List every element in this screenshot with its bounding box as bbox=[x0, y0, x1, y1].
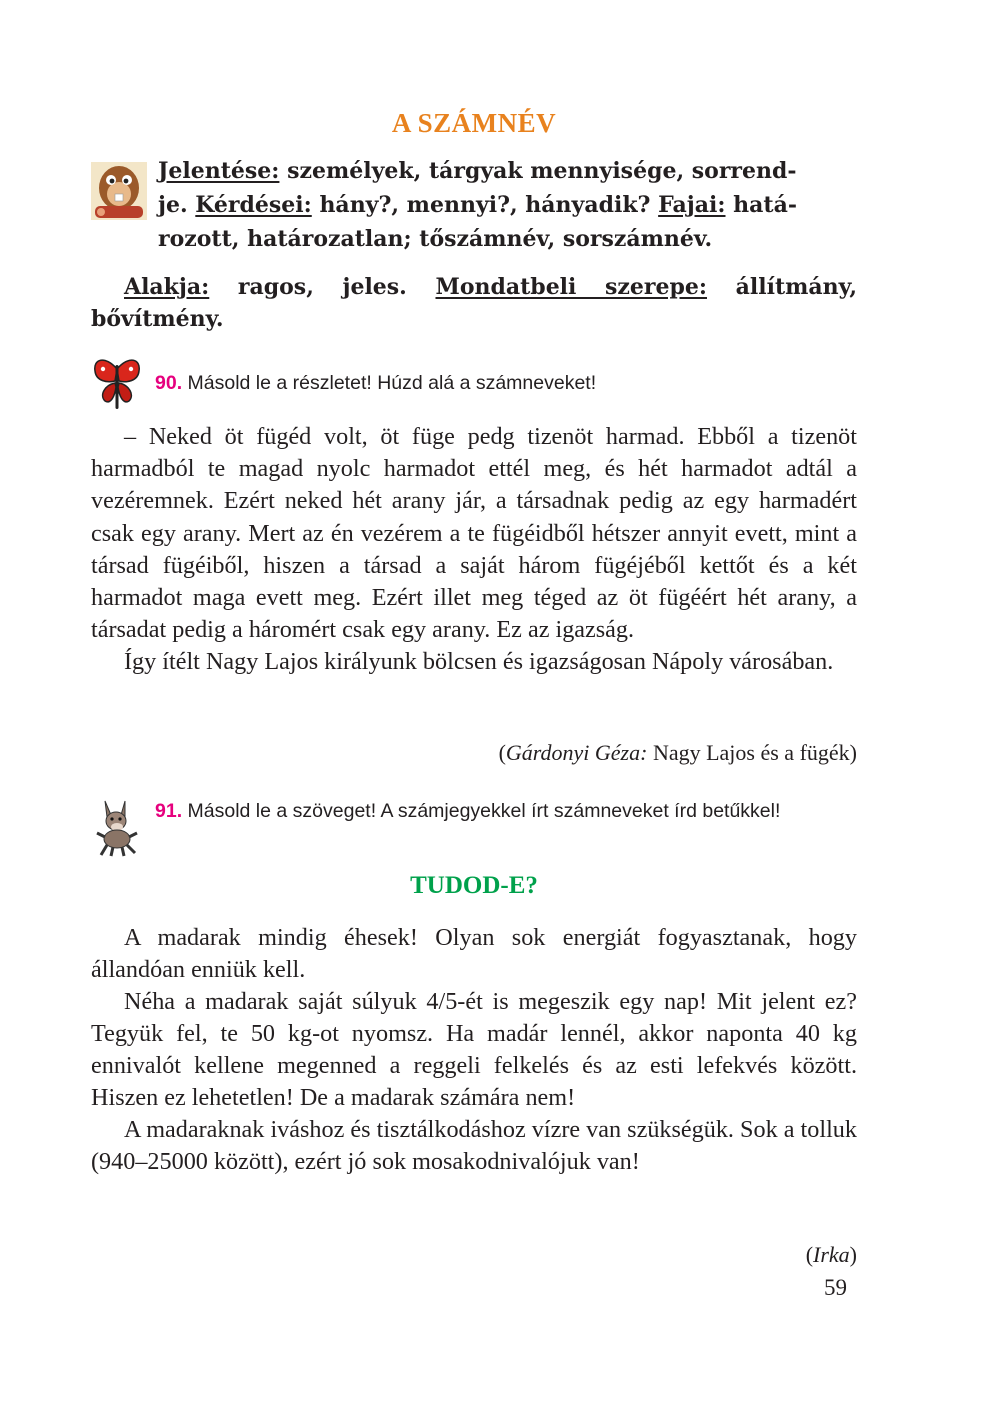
types-text-start: hatá- bbox=[733, 192, 797, 218]
source-title: Nagy Lajos és a fügék bbox=[652, 740, 850, 765]
source-author: Gárdonyi Géza: bbox=[505, 740, 648, 765]
page-title: A SZÁMNÉV bbox=[391, 108, 557, 138]
task-90 bbox=[91, 369, 857, 397]
task-number: 90. bbox=[155, 372, 183, 394]
rule-definition bbox=[158, 154, 857, 256]
fact-paragraph: A madaraknak iváshoz és tisztálkodáshoz vízre van szükségük. Sok a tolluk (940–25000 között), ezért jó sok mosakodnivalójuk van! bbox=[91, 1116, 857, 1175]
beaver-icon bbox=[91, 162, 147, 220]
literary-excerpt bbox=[91, 421, 857, 679]
rule-form-role bbox=[91, 271, 857, 335]
meaning-label: Jelentése: bbox=[158, 158, 280, 184]
facts-source: (Irka) bbox=[805, 1242, 857, 1267]
excerpt-paragraph: Így ítélt Nagy Lajos királyunk bölcsen és igazságosan Nápoly városában. bbox=[124, 648, 834, 676]
fact-paragraph: Néha a madarak saját súlyuk 4/5-ét is megeszik egy nap! Mit jelent ez? Tegyük fel, te 50 kg-ot nyomsz. Ha madár lennél, akkor naponta 40 kg ennivalót kellene megenned a reggeli felkelés és az esti lefekvés között. Hiszen ez lehetetlen! De a madarak számára nem! bbox=[91, 988, 857, 1111]
task-number: 91. bbox=[155, 800, 183, 822]
donkey-icon bbox=[91, 797, 145, 857]
types-text: rozott, határozatlan; tőszámnév, sorszámnév. bbox=[158, 226, 713, 252]
meaning-text: személyek, tárgyak mennyisége, sorrend- bbox=[287, 158, 797, 184]
types-label: Fajai: bbox=[658, 192, 726, 218]
task-instruction: Másold le a szöveget! A számjegyekkel írt számneveket írd betűkkel! bbox=[187, 800, 781, 822]
facts-source-name: Irka bbox=[813, 1242, 850, 1267]
form-label: Alakja: bbox=[124, 274, 210, 300]
questions-text: hány?, mennyi?, hányadik? bbox=[319, 192, 651, 218]
butterfly-icon bbox=[91, 355, 143, 411]
fact-paragraph: A madarak mindig éhesek! Olyan sok energiát fogyasztanak, hogy állandóan enniük kell. bbox=[91, 924, 857, 983]
role-text: állítmány, bővítmény. bbox=[91, 274, 857, 332]
page-number: 59 bbox=[824, 1275, 847, 1300]
form-text: ragos, jeles. bbox=[237, 274, 407, 300]
textbook-page bbox=[91, 0, 857, 1417]
meaning-text-end: je. bbox=[158, 192, 188, 218]
did-you-know-text bbox=[91, 922, 857, 1178]
did-you-know-title: TUDOD-E? bbox=[410, 872, 538, 899]
excerpt-source: (Gárdonyi Géza: Nagy Lajos és a fügék) bbox=[498, 740, 857, 765]
questions-label: Kérdései: bbox=[195, 192, 312, 218]
task-91 bbox=[91, 797, 857, 825]
task-instruction: Másold le a részletet! Húzd alá a számneveket! bbox=[187, 372, 597, 394]
excerpt-paragraph: – Neked öt fügéd volt, öt füge pedg tizenöt harmad. Ebből a tizenöt harmadból te magad nyolc harmadot ettél meg, és hét harmadot adtál a vezéremnek. Ezért neked hét arany jár, a társadnak pedig az egy harmadért csak egy arany. Mert az én vezérem a te fügéidből hétszer annyit evett, mint a társad fügéiből, hiszen a társad a saját három fügéjéből kettőt és a két harmadot maga evett meg. Ezért illet meg téged az öt fügéért hét arany, a társadat pedig a háromért csak egy arany. Ez az igazság. bbox=[91, 423, 857, 644]
role-label: Mondatbeli szerepe: bbox=[435, 274, 707, 300]
rule-box bbox=[91, 154, 857, 256]
